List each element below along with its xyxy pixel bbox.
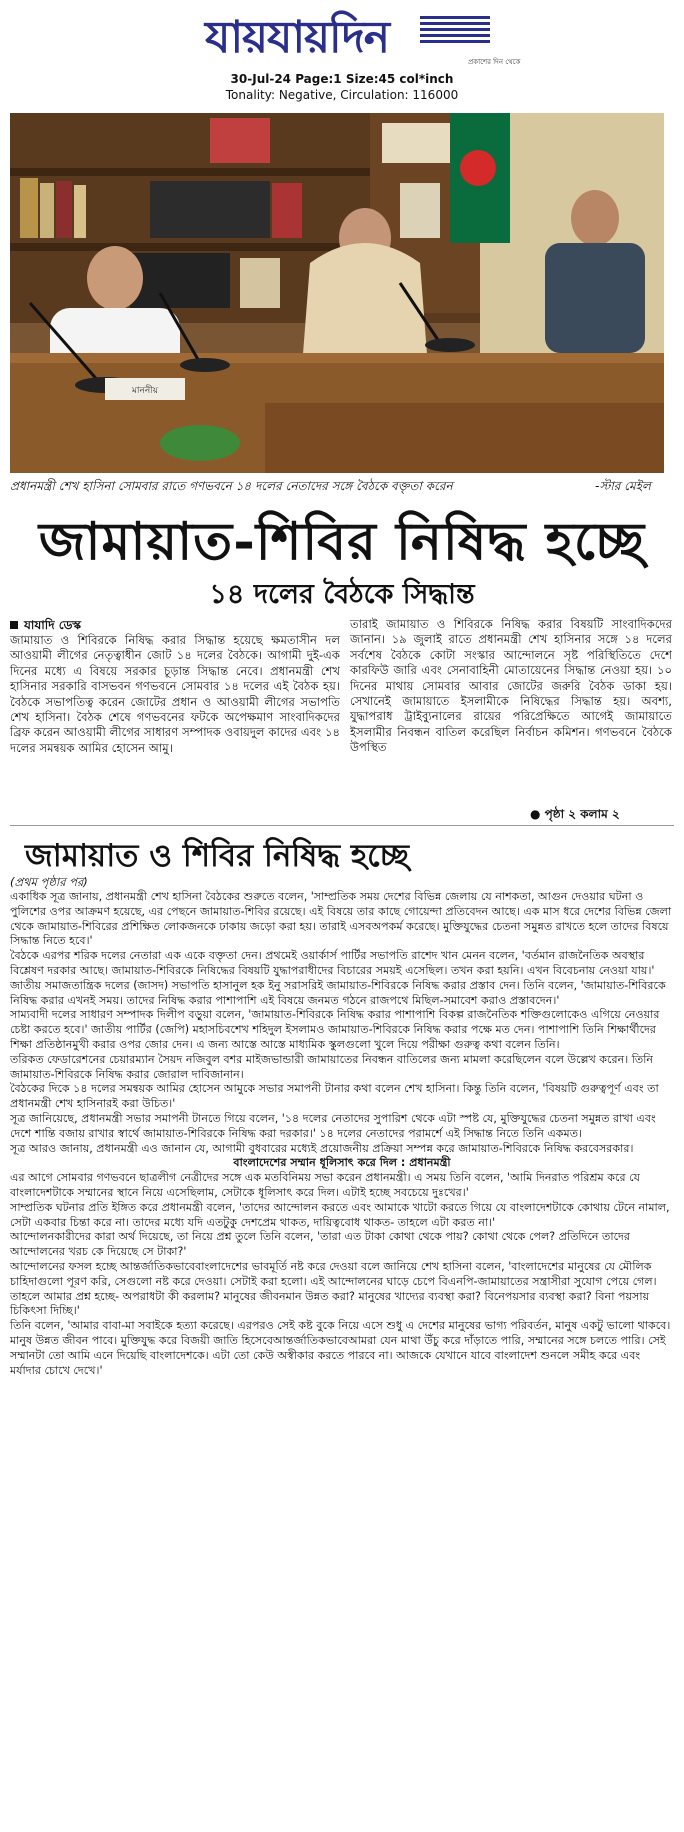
meeting-photo [10, 113, 664, 473]
paragraph: সাম্যবাদী দলের সাধারণ সম্পাদক দিলীপ বড়ুয়া বলেন, 'জামায়াত-শিবিরকে নিষিদ্ধ করার পাশাপাশি বিকল্প রাজনৈতিক শক্তিগুলোকেও এগিয়ে নেওয়ার চেষ্টা করতে হবে।' জাতীয় পার্টির (জেপি) মহাসচিবশেখ শহিদুল ইসলামও জামায়াত-শিবিরকে নিষিদ্ধ করার পক্ষে মত দেন। পাশাপাশি তিনি শিক্ষার্থীদের শিক্ষা প্রতিষ্ঠানমুখী করার ওপর জোর দেন। এ জন্য আস্তে আস্তে মাধ্যমিক স্কুলগুলো খুলে দিয়ে পরীক্ষা গুরুত্ব কথা বলেন তিনি। [10, 1008, 660, 1051]
clip-meta-date: 30-Jul-24 Page:1 Size:45 col*inch [230, 72, 454, 86]
photo-caption: প্রধানমন্ত্রী শেখ হাসিনা সোমবার রাতে গণভবনে ১৪ দলের নেতাদের সঙ্গে বৈঠকে বক্তৃতা করেন [10, 479, 453, 493]
paragraph: সূত্র জানিয়েছে, প্রধানমন্ত্রী সভার সমাপনী টানতে গিয়ে বলেন, '১৪ দলের নেতাদের সুপারিশ থেকে এটা স্পষ্ট যে, মুক্তিযুদ্ধের চেতনা সমুন্নত রাখা এবং দেশে শান্তি বজায় রাখার স্বার্থে জামায়াত-শিবিরকে নিষিদ্ধ করা দরকার।' ১৪ দলের নেতাদের পরামর্শে এই সিদ্ধান্ত নিতে তিনি একমত। [10, 1111, 656, 1140]
paragraph: জাতীয় সমাজতান্ত্রিক দলের (জাসদ) সভাপতি হাসানুল হক ইনু সরাসরিই জামায়াত-শিবিরকে নিষিদ্ধ করার প্রস্তাব দেন। তিনি বলেন, 'জামায়াত-শিবিরকে নিষিদ্ধ করার এখনই সময়। তাদের নিষিদ্ধ করার পাশাপাশি এই বিষয়ে জনমত গঠনে রাজপথে মিছিল-সমাবেশ করাও প্রস্তাবদেন।' [10, 978, 666, 1007]
jump-line: ● পৃষ্ঠা ২ কলাম ২ [530, 807, 620, 821]
continuation-body [10, 890, 674, 1378]
paragraph: তিনি বলেন, 'আমার বাবা-মা সবাইকে হত্যা করেছে। এরপরও সেই কষ্ট বুকে নিয়ে এসে শুধু এ দেশের মানুষের ভাগ্য পরিবর্তন, মানুষ একটু ভালো থাকবে। মানুষ উন্নত জীবন পাবে। মুক্তিযুদ্ধ করে বিজয়ী জাতি হিসেবেআন্তর্জাতিকভাবেআমরা যেন মাথা উঁচু করে দাঁড়াতে পারি, সম্মানের সঙ্গে চলতে পারি। সেই সম্মানটা তো আমি এনে দিয়েছি বাংলাদেশকে। এটা তো কেউ অস্বীকার করতে পারবে না। আজকে যেখানে যাবে বাংলাদেশ শুনলে সমীহ করে এবং মর্যাদার চোখে দেখে।' [10, 1319, 671, 1377]
name-plate-text: মাননীয় [131, 386, 159, 396]
lead-column-2: তারাই জামায়াত ও শিবিরকে নিষিদ্ধ করার বিষয়টি সাংবাদিকদের জানান। ১৯ জুলাই রাতে প্রধানমন্ত্রী শেখ হাসিনার সঙ্গে ১৪ দলের সর্বশেষ বৈঠকে কোটা সংস্কার আন্দোলনে সৃষ্ট পরিস্থিতিতে দেশে কারফিউ জারি এবং সেনাবাহিনী মোতায়েনের সিদ্ধান্ত নেওয়া হয়। ১০ দিনের মাথায় সোমবার আবার জোটের জরুরি বৈঠক ডাকা হয়। সেখানেই জামায়াতে ইসলামীকে নিষিদ্ধের সিদ্ধান্ত হয়। অবশ্য, যুদ্ধাপরাধ ট্রাইব্যুনালের রায়ের পরিপ্রেক্ষিতে আগেই জামায়াতে ইসলামীর নিবন্ধন বাতিল করেছিল নির্বাচন কমিশন। গণভবনে বৈঠকে উপস্থিত [350, 617, 672, 755]
main-headline: জামায়াত-শিবির নিষিদ্ধ হচ্ছে [38, 511, 646, 572]
paragraph: আন্দোলনের ফসল হচ্ছে আন্তর্জাতিকভাবেবাংলাদেশের ভাবমূর্তি নষ্ট করে দেওয়া বলে জানিয়ে শেখ হাসিনা বলেন, 'বাংলাদেশের মানুষের যে মৌলিক চাহিদাগুলো পূরণ করি, সেগুলো নষ্ট করে দেওয়া। সেটাই করা হলো। এই আন্দোলনের ঘাড়ে চেপে বিএনপি-জামায়াতের সন্ত্রাসীরা সুযোগ পেয়ে গেল। তাহলে আমার প্রশ্ন হচ্ছে- অপরাধটা কী করলাম? মানুষের জীবনমান উন্নত করা? মানুষের খাদ্যের ব্যবস্থা করা? বিনেপয়সার ব্যবস্থা করা? বিনা পয়সায় চিকিৎসা দিচ্ছি।' [10, 1259, 657, 1318]
continuation-headline: জামায়াত ও শিবির নিষিদ্ধ হচ্ছে [25, 838, 409, 874]
clip-meta-tonality: Tonality: Negative, Circulation: 116000 [225, 88, 459, 102]
meeting-photo-illustration [10, 113, 664, 473]
bullet-square-icon [10, 621, 18, 629]
newspaper-name: যায়যায়দিন [205, 12, 390, 63]
photo-credit: -স্টার মেইল [595, 479, 651, 493]
paragraph: এর আগে সোমবার গণভবনে ছাত্রলীগ নেত্রীদের সঙ্গে এক মতবিনিময় সভা করেন প্রধানমন্ত্রী। এ সময় তিনি বলেন, 'আমি দিনরাত পরিশ্রম করে যে বাংলাদেশটাকে সম্মানের স্থানে নিয়ে এসেছিলাম, সেটাকে ধূলিসাৎ করে দিল। এটাই হচ্ছে সবচেয়ে দুঃখের।' [10, 1171, 640, 1199]
paragraph: একাধিক সূত্র জানায়, প্রধানমন্ত্রী শেখ হাসিনা বৈঠকের শুরুতে বলেন, 'সাম্প্রতিক সময় দেশের বিভিন্ন জেলায় যে নাশকতা, আগুন দেওয়ার ঘটনা ও পুলিশের ওপর আক্রমণ হয়েছে, এর পেছনে জামায়াত-শিবির রয়েছে। এই বিষয়ে তার কাছে গোয়েন্দা প্রতিবেদন আছে। এক মাস ধরে দেশের বিভিন্ন জেলা থেকে জামায়াত-শিবিরের প্রশিক্ষিত লোকজনকে ঢাকায় জড়ো করা হয়। তারাই এসবঅপকর্ম করেছে। মুক্তিযুদ্ধের চেতনা সমুন্নত রাখতে হলে তাদের বিষয়ে সিদ্ধান্ত নিতে হবে।' [10, 890, 672, 948]
paragraph: আন্দোলনকারীদের কারা অর্থ দিয়েছে, তা নিয়ে প্রশ্ন তুলে তিনি বলেন, 'তারা এত টাকা কোথা থেকে পায়? কোথা থেকে পেল? প্রতিদিনে তাদের আন্দোলনের খরচ কে দিয়েছে সে টাকা?' [10, 1230, 630, 1259]
paragraph: তরিকত ফেডারেশনের চেয়ারম্যান সৈয়দ নজিবুল বশর মাইজভান্ডারী জামায়াতের নিবন্ধন বাতিলের জন্য মামলা করেছিলেন বলে উল্লেখ করেন। তিনি জামায়াত-শিবিরকে নিষিদ্ধ করার জোরাল দাবিজানান। [10, 1052, 654, 1081]
masthead-tagline: প্রকাশের দিন থেকে [468, 58, 521, 66]
jump-text: পৃষ্ঠা ২ কলাম ২ [544, 807, 620, 821]
continued-from: (প্রথম পৃষ্ঠার পর) [10, 875, 88, 889]
masthead-stripes [420, 16, 490, 52]
paragraph: বৈঠকের দিকে ১৪ দলের সমন্বয়ক আমির হোসেন আমুকে সভার সমাপনী টানার কথা বলেন শেখ হাসিনা। কিন্তু তিনি বলেন, 'বিষয়টি গুরুত্বপূর্ণ এবং তা প্রধানমন্ত্রী শেখ হাসিনারই করা উচিত।' [10, 1082, 659, 1111]
divider [10, 825, 674, 826]
paragraph: বৈঠকে এরপর শরিক দলের নেতারা এক একে বক্তৃতা দেন। প্রথমেই ওয়ার্কার্স পার্টির সভাপতি রাশেদ খান মেনন বলেন, 'বর্তমান রাজনৈতিক অবস্থার বিশ্লেষণ দরকার আছে। জামায়াত-শিবিরকে নিষিদ্ধের বিষয়টি যুদ্ধাপরাধীদের বিচারের সময়ই এসেছিল। তখন করা হয়নি। এখন বিবেচনায় নেওয়া যায়।' [10, 949, 655, 977]
paragraph: সাম্প্রতিক ঘটনার প্রতি ইঙ্গিত করে প্রধানমন্ত্রী বলেন, 'তাদের আন্দোলন করতে এবং আমাকে খাটো করতে গিয়ে যে বাংলাদেশটাকে কোথায় টেনে নামাল, সেটা একবার চিন্তা করে না। তাদের মধ্যে যদি এতটুকু দেশপ্রেম থাকত, দায়িত্ববোধ থাকত- তাহলে এটা করত না।' [10, 1200, 670, 1229]
inner-subhead: বাংলাদেশের সম্মান ধূলিসাৎ করে দিল : প্রধানমন্ত্রী [233, 1156, 451, 1170]
sub-headline: ১৪ দলের বৈঠকে সিদ্ধান্ত [209, 579, 475, 610]
byline-text: যাযাদি ডেস্ক [24, 618, 82, 632]
lead-column-1: জামায়াত ও শিবিরকে নিষিদ্ধ করার সিদ্ধান্ত হয়েছে ক্ষমতাসীন দল আওয়ামী লীগের নেতৃত্বাধীন জোট ১৪ দলের বৈঠকে। আগামী দুই-এক দিনের মধ্যে এ বিষয়ে সরকার চূড়ান্ত সিদ্ধান্ত নেবে। প্রধানমন্ত্রী শেখ হাসিনার সরকারি বাসভবন গণভবনে সোমবার ১৪ দলের এই বৈঠক হয়। বৈঠকে সভাপতিত্ব করেন জোটের প্রধান ও আওয়ামী লীগের সভাপতি শেখ হাসিনা। বৈঠক শেষে গণভবনের ফটকে অপেক্ষমাণ সাংবাদিকদের ব্রিফ করেন আওয়ামী লীগের সাধারণ সম্পাদক ওবায়দুল কাদের এবং ১৪ দলের সমন্বয়ক আমির হোসেন আমু। [10, 633, 340, 755]
paragraph: সূত্র আরও জানায়, প্রধানমন্ত্রী এও জানান যে, আগামী বুধবারের মধ্যেই প্রয়োজনীয় প্রক্রিয়া সম্পন্ন করে জামায়াত-শিবিরকে নিষিদ্ধ করবেসরকার। [10, 1141, 634, 1155]
